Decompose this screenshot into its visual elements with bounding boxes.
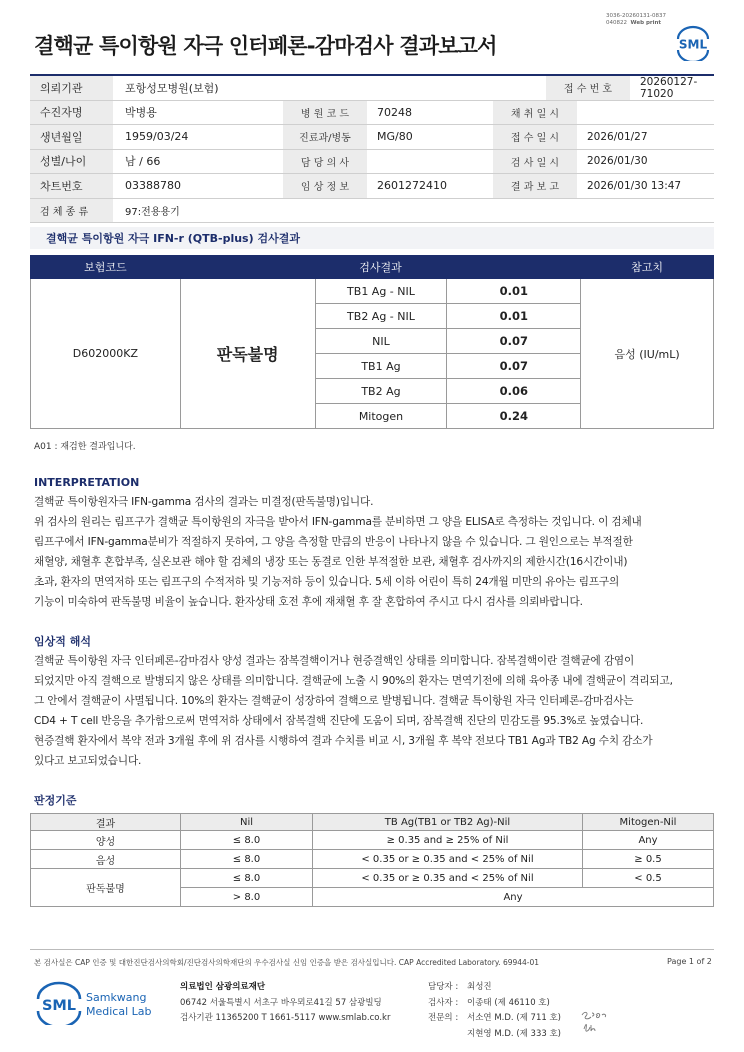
- table-row: Mitogen 0.24: [31, 404, 714, 429]
- organization-info: 의료법인 삼광의료재단 06742 서울특별시 서초구 바우뫼로41길 57 삼광빌딩 검사기관 11365200 T 1661-5117 www.smlab.co.kr: [180, 982, 391, 1023]
- signature-icon: [578, 1003, 614, 1039]
- info-row: 의뢰기관 포항성모병원(보험) 접 수 번 호 20260127-71020: [30, 76, 714, 101]
- col-insurance-code: 보험코드: [31, 256, 181, 279]
- table-row: TB2 Ag - NIL 0.01: [31, 304, 714, 329]
- info-row: 생년월일 1959/03/24 진료과/병동 MG/80 접 수 일 시 2026/01/27: [30, 125, 714, 150]
- result-note: A01 : 재검한 결과입니다.: [34, 442, 136, 452]
- svg-text:Samkwang: Samkwang: [86, 991, 147, 1004]
- accreditation-note: 본 검사실은 CAP 인증 및 대한진단검사의학회/진단검사의학재단의 우수검사실 신임 인증을 받은 검사실입니다. CAP Accredited Laboratory. 69944-01: [34, 958, 540, 967]
- table-row: TB1 Ag 0.07: [31, 354, 714, 379]
- info-row: 수진자명 박병용 병 원 코 드 70248 채 취 일 시: [30, 101, 714, 126]
- col-reference: 참고치: [581, 256, 714, 279]
- reference-value: 음성 (IU/mL): [581, 279, 714, 429]
- verdict: 판독불명: [180, 279, 315, 429]
- criteria-table: 결과 Nil TB Ag(TB1 or TB2 Ag)-Nil Mitogen-Nil 양성 ≤ 8.0 ≥ 0.35 and ≥ 25% of Nil Any 음성 ≤ 8.0 < 0.35 or ≥ 0.35 and < 25% of Nil ≥ 0.5 판독불명 ≤ 8.0 < 0.35 or ≥ 0.35 and < 25% of Nil < 0.5 > 8.0 Any: [30, 813, 714, 907]
- result-table: [30, 255, 714, 429]
- table-row: 양성 ≤ 8.0 ≥ 0.35 and ≥ 25% of Nil Any: [31, 831, 714, 850]
- footer-divider: [30, 949, 714, 950]
- interpretation-text: 결핵균 특이항원자극 IFN-gamma 검사의 결과는 미결정(판독불명)입니다. 위 검사의 원리는 림프구가 결핵균 특이항원의 자극을 받아서 IFN-gamma를 분비하면 그 양을 ELISA로 측정하는 것입니다. 이 검체내 림프구에서 IFN-gamma분비가 적절하지 못하여, 그 양을 측정할 만큼의 반응이 나타나지 않을 수 있습니다. 그 원인으로는 부적절한 채혈양, 채혈후 혼합부족, 실온보관 해야 할 검체의 냉장 또는 동결로 인한 부적절한 보관, 채혈후 검사까지의 제한시간(16시간이내) 초과, 환자의 면역저하 또는 림프구의 수적저하 및 기능저하 등이 있습니다. 5세 이하 어린이 특히 24개월 미만의 유아는 림프구의 기능이 미숙하여 판독불명 비율이 높습니다. 환자상태 호전 후에 재채혈 후 잘 혼합하여 주시고 다시 검사를 의뢰바랍니다.: [34, 496, 642, 608]
- document-id: 3036-20260131-0837 040822 Web print: [606, 13, 666, 26]
- table-row: 음성 ≤ 8.0 < 0.35 or ≥ 0.35 and < 25% of Nil ≥ 0.5: [31, 850, 714, 869]
- col-test-result: 검사결과: [180, 256, 580, 279]
- info-row: 성별/나이 남 / 66 담 당 의 사 검 사 일 시 2026/01/30: [30, 150, 714, 175]
- table-row: TB2 Ag 0.06: [31, 379, 714, 404]
- table-row: 판독불명 ≤ 8.0 < 0.35 or ≥ 0.35 and < 25% of Nil < 0.5: [31, 869, 714, 888]
- clinical-heading: 임상적 해석: [34, 635, 91, 648]
- page-title: 결핵균 특이항원 자극 인터페론-감마검사 결과보고서: [34, 34, 497, 58]
- patient-info-table: [30, 74, 714, 223]
- clinical-text: 결핵균 특이항원 자극 인터페론-감마검사 양성 결과는 잠복결핵이거나 현증결핵인 상태를 의미합니다. 잠복결핵이란 결핵균에 감염이 되었지만 아직 결핵으로 발병되지 않은 상태를 의미합니다. 결핵균에 노출 시 90%의 환자는 면역기전에 의해 육아종 내에 결핵균이 격리되고, 그 안에서 결핵균이 사멸됩니다. 10%의 환자는 결핵균이 성장하여 결핵으로 발병됩니다. 결핵균 특이항원 자극 인터페론-감마검사는 CD4 + T cell 반응을 추가함으로써 면역저하 상태에서 잠복결핵 진단에 도움이 되며, 잠복결핵 진단의 민감도를 95.3%로 높였습니다. 현증결핵 환자에서 복약 전과 3개월 후에 위 검사를 시행하여 결과 수치를 비교 시, 3개월 후 복약 전보다 TB1 Ag과 TB2 Ag 수치 감소가 있다고 보고되었습니다.: [34, 655, 673, 767]
- samkwang-logo-icon: [36, 981, 156, 1025]
- sml-logo-icon: [672, 25, 714, 61]
- criteria-heading: 판정기준: [34, 794, 77, 807]
- result-section-title: 결핵균 특이항원 자극 IFN-r (QTB-plus) 검사결과: [30, 227, 714, 249]
- svg-text:Medical Lab: Medical Lab: [86, 1005, 152, 1018]
- info-row: 검 체 종 류 97:전용용기: [30, 199, 714, 224]
- interpretation-heading: INTERPRETATION: [34, 476, 140, 489]
- table-row: > 8.0 Any: [31, 888, 714, 907]
- table-row: D602000KZ 판독불명 TB1 Ag - NIL 0.01 음성 (IU/mL): [31, 279, 714, 304]
- info-row: 차트번호 03388780 임 상 정 보 2601272410 결 과 보 고 2026/01/30 13:47: [30, 174, 714, 199]
- insurance-code: D602000KZ: [31, 279, 181, 429]
- svg-text:SML: SML: [41, 998, 77, 1014]
- table-row: NIL 0.07: [31, 329, 714, 354]
- svg-text:SML: SML: [678, 37, 708, 52]
- staff-info: 담당자 : 최성진 검사자 : 이종태 (제 46110 호) 전문의 : 서소연 M.D. (제 711 호) 지현영 M.D. (제 333 호): [428, 982, 562, 1039]
- page-number: Page 1 of 2: [667, 957, 712, 966]
